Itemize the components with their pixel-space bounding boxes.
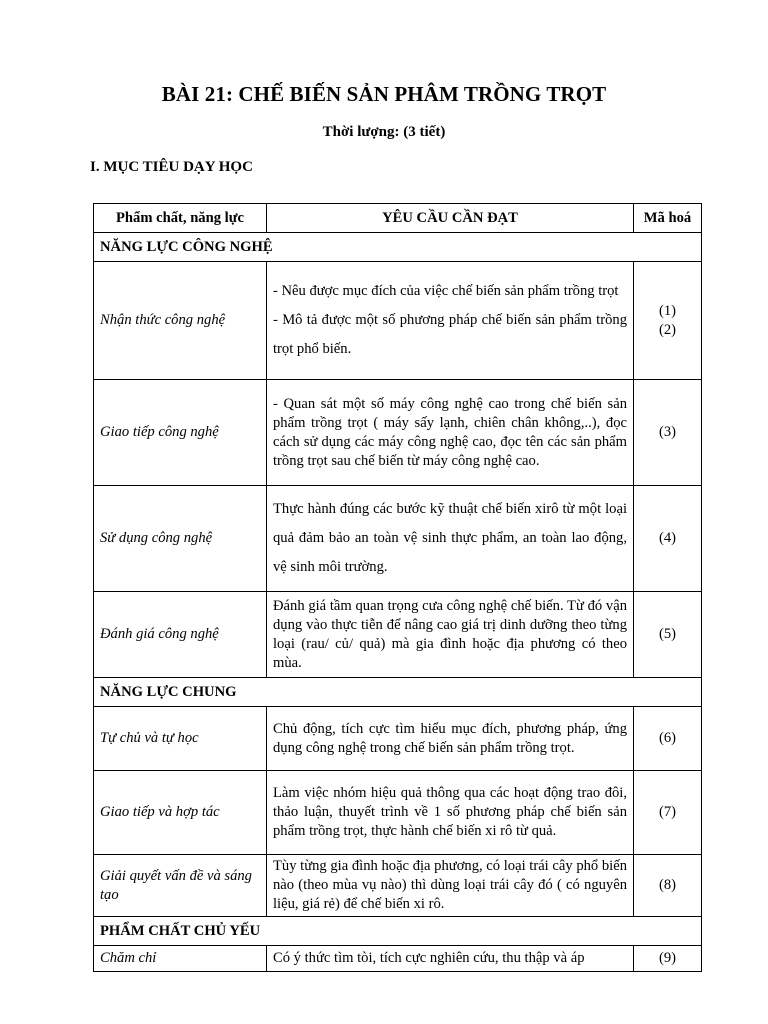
group-row — [94, 917, 702, 946]
code-cell: (9) — [634, 946, 702, 972]
header-competency: Phẩm chất, năng lực — [94, 204, 267, 233]
code-cell — [634, 262, 702, 380]
criterion-cell: Giải quyết vấn đề và sáng tạo — [94, 855, 267, 917]
code-cell: (5) — [634, 592, 702, 678]
requirement-cell: Chủ động, tích cực tìm hiểu mục đích, phương pháp, ứng dụng công nghệ trong chế biến sản phẩm trồng trọt. — [267, 707, 634, 771]
table-row — [94, 262, 702, 380]
requirement-cell — [267, 262, 634, 380]
table-row — [94, 592, 702, 678]
header-code: Mã hoá — [634, 204, 702, 233]
section-heading: I. MỤC TIÊU DẠY HỌC — [90, 159, 253, 175]
requirement-line: - Mô tả được một số phương pháp chế biến sản phẩm trồng trọt phổ biến. — [273, 312, 627, 357]
requirement-cell: Đánh giá tầm quan trọng cưa công nghệ chế biến. Từ đó vận dụng vào thực tiễn để nâng cao giá trị dinh dưỡng theo từng loại (rau/ củ/ quả) mà gia đình hoặc địa phương có theo mùa. — [267, 592, 634, 678]
criterion-cell: Chăm chỉ — [94, 946, 267, 972]
criterion-cell: Giao tiếp và hợp tác — [94, 771, 267, 855]
code-value: (1) — [658, 302, 677, 319]
criterion-cell: Đánh giá công nghệ — [94, 592, 267, 678]
objectives-table — [93, 203, 702, 972]
requirement-cell: Làm việc nhóm hiệu quả thông qua các hoạt động trao đôi, thảo luận, thuyết trình về 1 số phương pháp chế biến sản phẩm trồng trọt, thực hành chế biến xi rô từ quả. — [267, 771, 634, 855]
code-cell: (8) — [634, 855, 702, 917]
table-row — [94, 707, 702, 771]
lesson-title: BÀI 21: CHẾ BIẾN SẢN PHÂM TRỒNG TRỌT — [161, 82, 607, 106]
group-label-tech: NĂNG LỰC CÔNG NGHỆ — [94, 233, 702, 262]
group-label-qualities: PHẨM CHẤT CHỦ YẾU — [94, 917, 702, 946]
table-row — [94, 855, 702, 917]
code-cell: (4) — [634, 486, 702, 592]
requirement-cell: Tùy từng gia đình hoặc địa phương, có loại trái cây phổ biến nào (theo mùa vụ nào) thì dùng loại trái cây đó ( có nguyên liệu, giá rẻ) để chế biến xi rô. — [267, 855, 634, 917]
code-cell: (6) — [634, 707, 702, 771]
group-row — [94, 678, 702, 707]
table-row — [94, 771, 702, 855]
group-label-general: NĂNG LỰC CHUNG — [94, 678, 702, 707]
group-row — [94, 233, 702, 262]
table-row — [94, 946, 702, 972]
criterion-cell: Tự chủ và tự học — [94, 707, 267, 771]
requirement-cell: Có ý thức tìm tòi, tích cực nghiên cứu, thu thập và áp — [267, 946, 634, 972]
code-cell: (3) — [634, 380, 702, 486]
lesson-duration: Thời lượng: (3 tiết) — [322, 124, 446, 140]
requirement-line: - Nêu được mục đích của việc chế biến sản phẩm trồng trọt — [273, 283, 619, 299]
code-value: (2) — [658, 321, 677, 338]
requirement-cell: - Quan sát một số máy công nghệ cao trong chế biến sản phẩm trồng trọt ( máy sấy lạnh, chiên chân không,..), đọc cách sử dụng các máy công nghệ cao, đọc tên các sản phẩm trồng trọt sau chế biến từ máy công nghệ cao. — [267, 380, 634, 486]
table-header-row — [94, 204, 702, 233]
criterion-cell: Nhận thức công nghệ — [94, 262, 267, 380]
requirement-cell: Thực hành đúng các bước kỹ thuật chế biến xirô từ một loại quả đảm bảo an toàn vệ sinh thực phẩm, an toàn lao động, vệ sinh môi trường. — [267, 486, 634, 592]
criterion-cell: Sử dụng công nghệ — [94, 486, 267, 592]
criterion-cell: Giao tiếp công nghệ — [94, 380, 267, 486]
header-requirements: YÊU CẦU CẦN ĐẠT — [267, 204, 634, 233]
table-row — [94, 486, 702, 592]
table-row — [94, 380, 702, 486]
code-cell: (7) — [634, 771, 702, 855]
